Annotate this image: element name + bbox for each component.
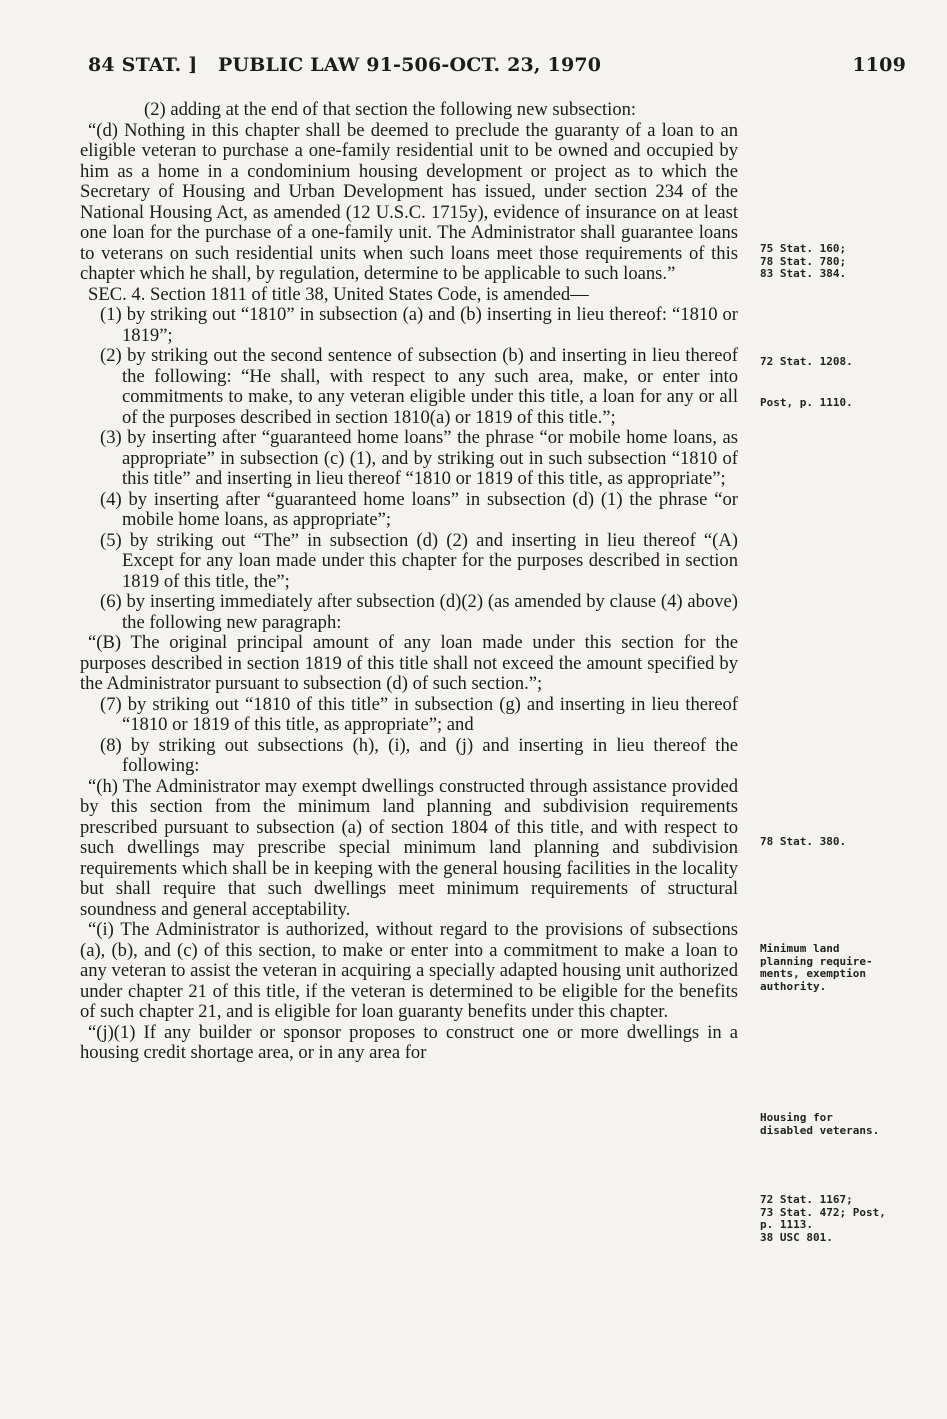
statute-volume: 84 STAT. ] xyxy=(88,54,198,76)
subsection-j: “(j)(1) If any builder or sponsor proposes to construct one or more dwellings in a housing credit shortage area, or in any area for xyxy=(80,1021,738,1063)
running-title: PUBLIC LAW 91-506-OCT. 23, 1970 xyxy=(218,54,602,76)
section-4: SEC. 4. Section 1811 of title 38, United States Code, is amended— xyxy=(88,283,589,305)
margin-note: Post, p. 1110. xyxy=(760,396,853,409)
clause: (8) by striking out subsections (h), (i), and (j) and inserting in lieu thereof the following: xyxy=(100,734,738,776)
clause: (1) by striking out “1810” in subsection (a) and (b) inserting in lieu thereof: “1810 or 1819”; xyxy=(100,304,738,346)
margin-note: 72 Stat. 1208. xyxy=(760,355,853,368)
clause: (5) by striking out “The” in subsection (d) (2) and inserting in lieu thereof “(A) Except for any loan made under this chapter for the purposes described in section 1819 of this title, the”; xyxy=(100,529,738,592)
margin-note: Housing for disabled veterans. xyxy=(760,1111,880,1137)
page-number: 1109 xyxy=(852,54,906,76)
clause: (6) by inserting immediately after subsection (d)(2) (as amended by clause (4) above) the following new paragraph: xyxy=(100,591,738,633)
subsection-i: “(i) The Administrator is authorized, without regard to the provisions of subsections (a), (b), and (c) of this section, to make or enter into a commitment to make a loan to any veteran to assist the veteran in acquiring a specially adapted housing unit authorized under chapter 21 of this title, if the veteran is determined to be eligible for the benefits of such chapter 21, and is eligible for loan guaranty benefits under this chapter. xyxy=(80,919,738,1022)
margin-note: Minimum land planning require- ments, exemption authority. xyxy=(760,942,873,993)
clause: (2) by striking out the second sentence of subsection (b) and inserting in lieu thereof the following: “He shall, with respect to any such area, make, or enter into commitments to make, to any veteran eligible under this title, a loan for any or all of the purposes described in section 1810(a) or 1819 of this title.”; xyxy=(100,345,738,428)
paragraph: (2) adding at the end of that section the following new subsection: xyxy=(144,99,637,120)
subsection-h: “(h) The Administrator may exempt dwellings constructed through assistance provided by this section from the minimum land planning and subdivision requirements prescribed pursuant to subsection (a) of section 1804 of this title, and with respect to such dwellings may prescribe special minimum land planning and subdivision requirements which shall be in keeping with the general housing facilities in the locality but shall require that such dwellings meet minimum requirements of structural soundness and general acceptability. xyxy=(80,775,738,920)
body-text xyxy=(80,100,738,1064)
paragraph: “(B) The original principal amount of any loan made under this section for the purposes described in section 1819 of this title shall not exceed the amount specified by the Administrator pursuant to subsection (d) of such section.”; xyxy=(80,632,738,694)
margin-note: 75 Stat. 160; 78 Stat. 780; 83 Stat. 384. xyxy=(760,242,847,280)
margin-note: 72 Stat. 1167; 73 Stat. 472; Post, p. 1113. 38 USC 801. xyxy=(760,1193,886,1244)
clause: (7) by striking out “1810 of this title” in subsection (g) and inserting in lieu thereof “1810 or 1819 of this title, as appropriate”; and xyxy=(100,693,738,735)
clause: (3) by inserting after “guaranteed home loans” the phrase “or mobile home loans, as appropriate” in subsection (c) (1), and by striking out in such subsection “1810 of this title” and inserting in lieu thereof “1810 or 1819 of this title, as appropriate”; xyxy=(100,427,738,489)
page-header xyxy=(88,54,906,80)
paragraph: “(d) Nothing in this chapter shall be deemed to preclude the guaranty of a loan to an eligible veteran to purchase a one-family residential unit to be owned and occupied by him as a home in a condominium housing development or project as to which the Secretary of Housing and Urban Development has issued, under section 234 of the National Housing Act, as amended (12 U.S.C. 1715y), evidence of insurance on at least one loan for the purchase of a one-family unit. The Administrator shall guarantee loans to veterans on such residential units when such loans meet those requirements of this chapter which he shall, by regulation, determine to be applicable to such loans.” xyxy=(80,119,738,284)
margin-note: 78 Stat. 380. xyxy=(760,835,847,848)
clause: (4) by inserting after “guaranteed home loans” in subsection (d) (1) the phrase “or mobile home loans, as appropriate”; xyxy=(100,488,738,530)
